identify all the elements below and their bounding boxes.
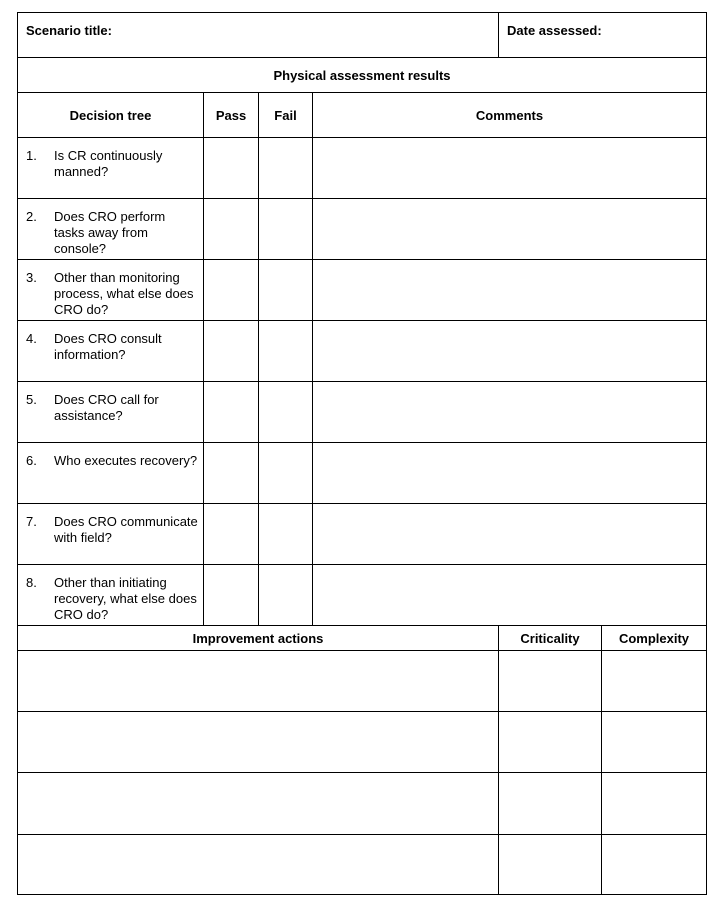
section-title: Physical assessment results xyxy=(18,58,707,93)
complexity-cell[interactable] xyxy=(602,712,707,773)
question-number: 6. xyxy=(26,453,37,468)
fail-cell[interactable] xyxy=(259,321,313,382)
question-row xyxy=(18,199,707,260)
pass-cell[interactable] xyxy=(204,443,259,504)
comments-cell[interactable] xyxy=(313,504,707,565)
question-row xyxy=(18,138,707,199)
question-text: Other than initiating recovery, what else does CRO do? xyxy=(54,575,197,622)
date-assessed-field[interactable] xyxy=(499,13,707,58)
question-number: 3. xyxy=(26,270,37,285)
assessment-table xyxy=(17,57,707,626)
header-table xyxy=(17,12,707,58)
question-number: 8. xyxy=(26,575,37,590)
fail-cell[interactable] xyxy=(259,504,313,565)
complexity-cell[interactable] xyxy=(602,773,707,835)
improvement-table xyxy=(17,625,707,895)
question-text: Is CR continuously manned? xyxy=(54,148,163,179)
comments-cell[interactable] xyxy=(313,321,707,382)
question-number: 1. xyxy=(26,148,37,163)
pass-cell[interactable] xyxy=(204,565,259,626)
question-number: 2. xyxy=(26,209,37,224)
comments-cell[interactable] xyxy=(313,260,707,321)
criticality-header: Criticality xyxy=(499,626,602,651)
criticality-cell[interactable] xyxy=(499,835,602,895)
complexity-header: Complexity xyxy=(602,626,707,651)
question-text: Does CRO consult information? xyxy=(54,331,162,362)
decision-tree-header: Decision tree xyxy=(18,93,204,138)
action-cell[interactable] xyxy=(18,651,499,712)
comments-cell[interactable] xyxy=(313,443,707,504)
complexity-cell[interactable] xyxy=(602,835,707,895)
question-text: Other than monitoring process, what else does CRO do? xyxy=(54,270,194,317)
pass-header: Pass xyxy=(204,93,259,138)
criticality-cell[interactable] xyxy=(499,712,602,773)
question-row xyxy=(18,565,707,626)
action-cell[interactable] xyxy=(18,835,499,895)
pass-cell[interactable] xyxy=(204,260,259,321)
question-text: Does CRO communicate with field? xyxy=(54,514,198,545)
scenario-title-label: Scenario title: xyxy=(26,23,112,38)
action-cell[interactable] xyxy=(18,773,499,835)
question-number: 7. xyxy=(26,514,37,529)
comments-cell[interactable] xyxy=(313,565,707,626)
question-row xyxy=(18,321,707,382)
improvement-actions-header: Improvement actions xyxy=(18,626,499,651)
question-row xyxy=(18,443,707,504)
question-text: Does CRO call for assistance? xyxy=(54,392,159,423)
criticality-cell[interactable] xyxy=(499,651,602,712)
improvement-row xyxy=(18,773,707,835)
fail-cell[interactable] xyxy=(259,199,313,260)
question-text: Who executes recovery? xyxy=(54,453,198,468)
comments-header: Comments xyxy=(313,93,707,138)
improvement-row xyxy=(18,712,707,773)
scenario-title-field[interactable] xyxy=(18,13,499,58)
question-text: Does CRO perform tasks away from console? xyxy=(54,209,166,256)
assessment-form xyxy=(17,12,706,895)
pass-cell[interactable] xyxy=(204,138,259,199)
comments-cell[interactable] xyxy=(313,138,707,199)
date-assessed-label: Date assessed: xyxy=(507,23,602,38)
question-row xyxy=(18,382,707,443)
comments-cell[interactable] xyxy=(313,199,707,260)
fail-cell[interactable] xyxy=(259,565,313,626)
fail-cell[interactable] xyxy=(259,443,313,504)
improvement-row xyxy=(18,835,707,895)
fail-header: Fail xyxy=(259,93,313,138)
pass-cell[interactable] xyxy=(204,504,259,565)
pass-cell[interactable] xyxy=(204,199,259,260)
complexity-cell[interactable] xyxy=(602,651,707,712)
question-number: 4. xyxy=(26,331,37,346)
question-row xyxy=(18,504,707,565)
improvement-row xyxy=(18,651,707,712)
action-cell[interactable] xyxy=(18,712,499,773)
fail-cell[interactable] xyxy=(259,138,313,199)
fail-cell[interactable] xyxy=(259,382,313,443)
fail-cell[interactable] xyxy=(259,260,313,321)
pass-cell[interactable] xyxy=(204,321,259,382)
question-number: 5. xyxy=(26,392,37,407)
criticality-cell[interactable] xyxy=(499,773,602,835)
question-row xyxy=(18,260,707,321)
pass-cell[interactable] xyxy=(204,382,259,443)
comments-cell[interactable] xyxy=(313,382,707,443)
